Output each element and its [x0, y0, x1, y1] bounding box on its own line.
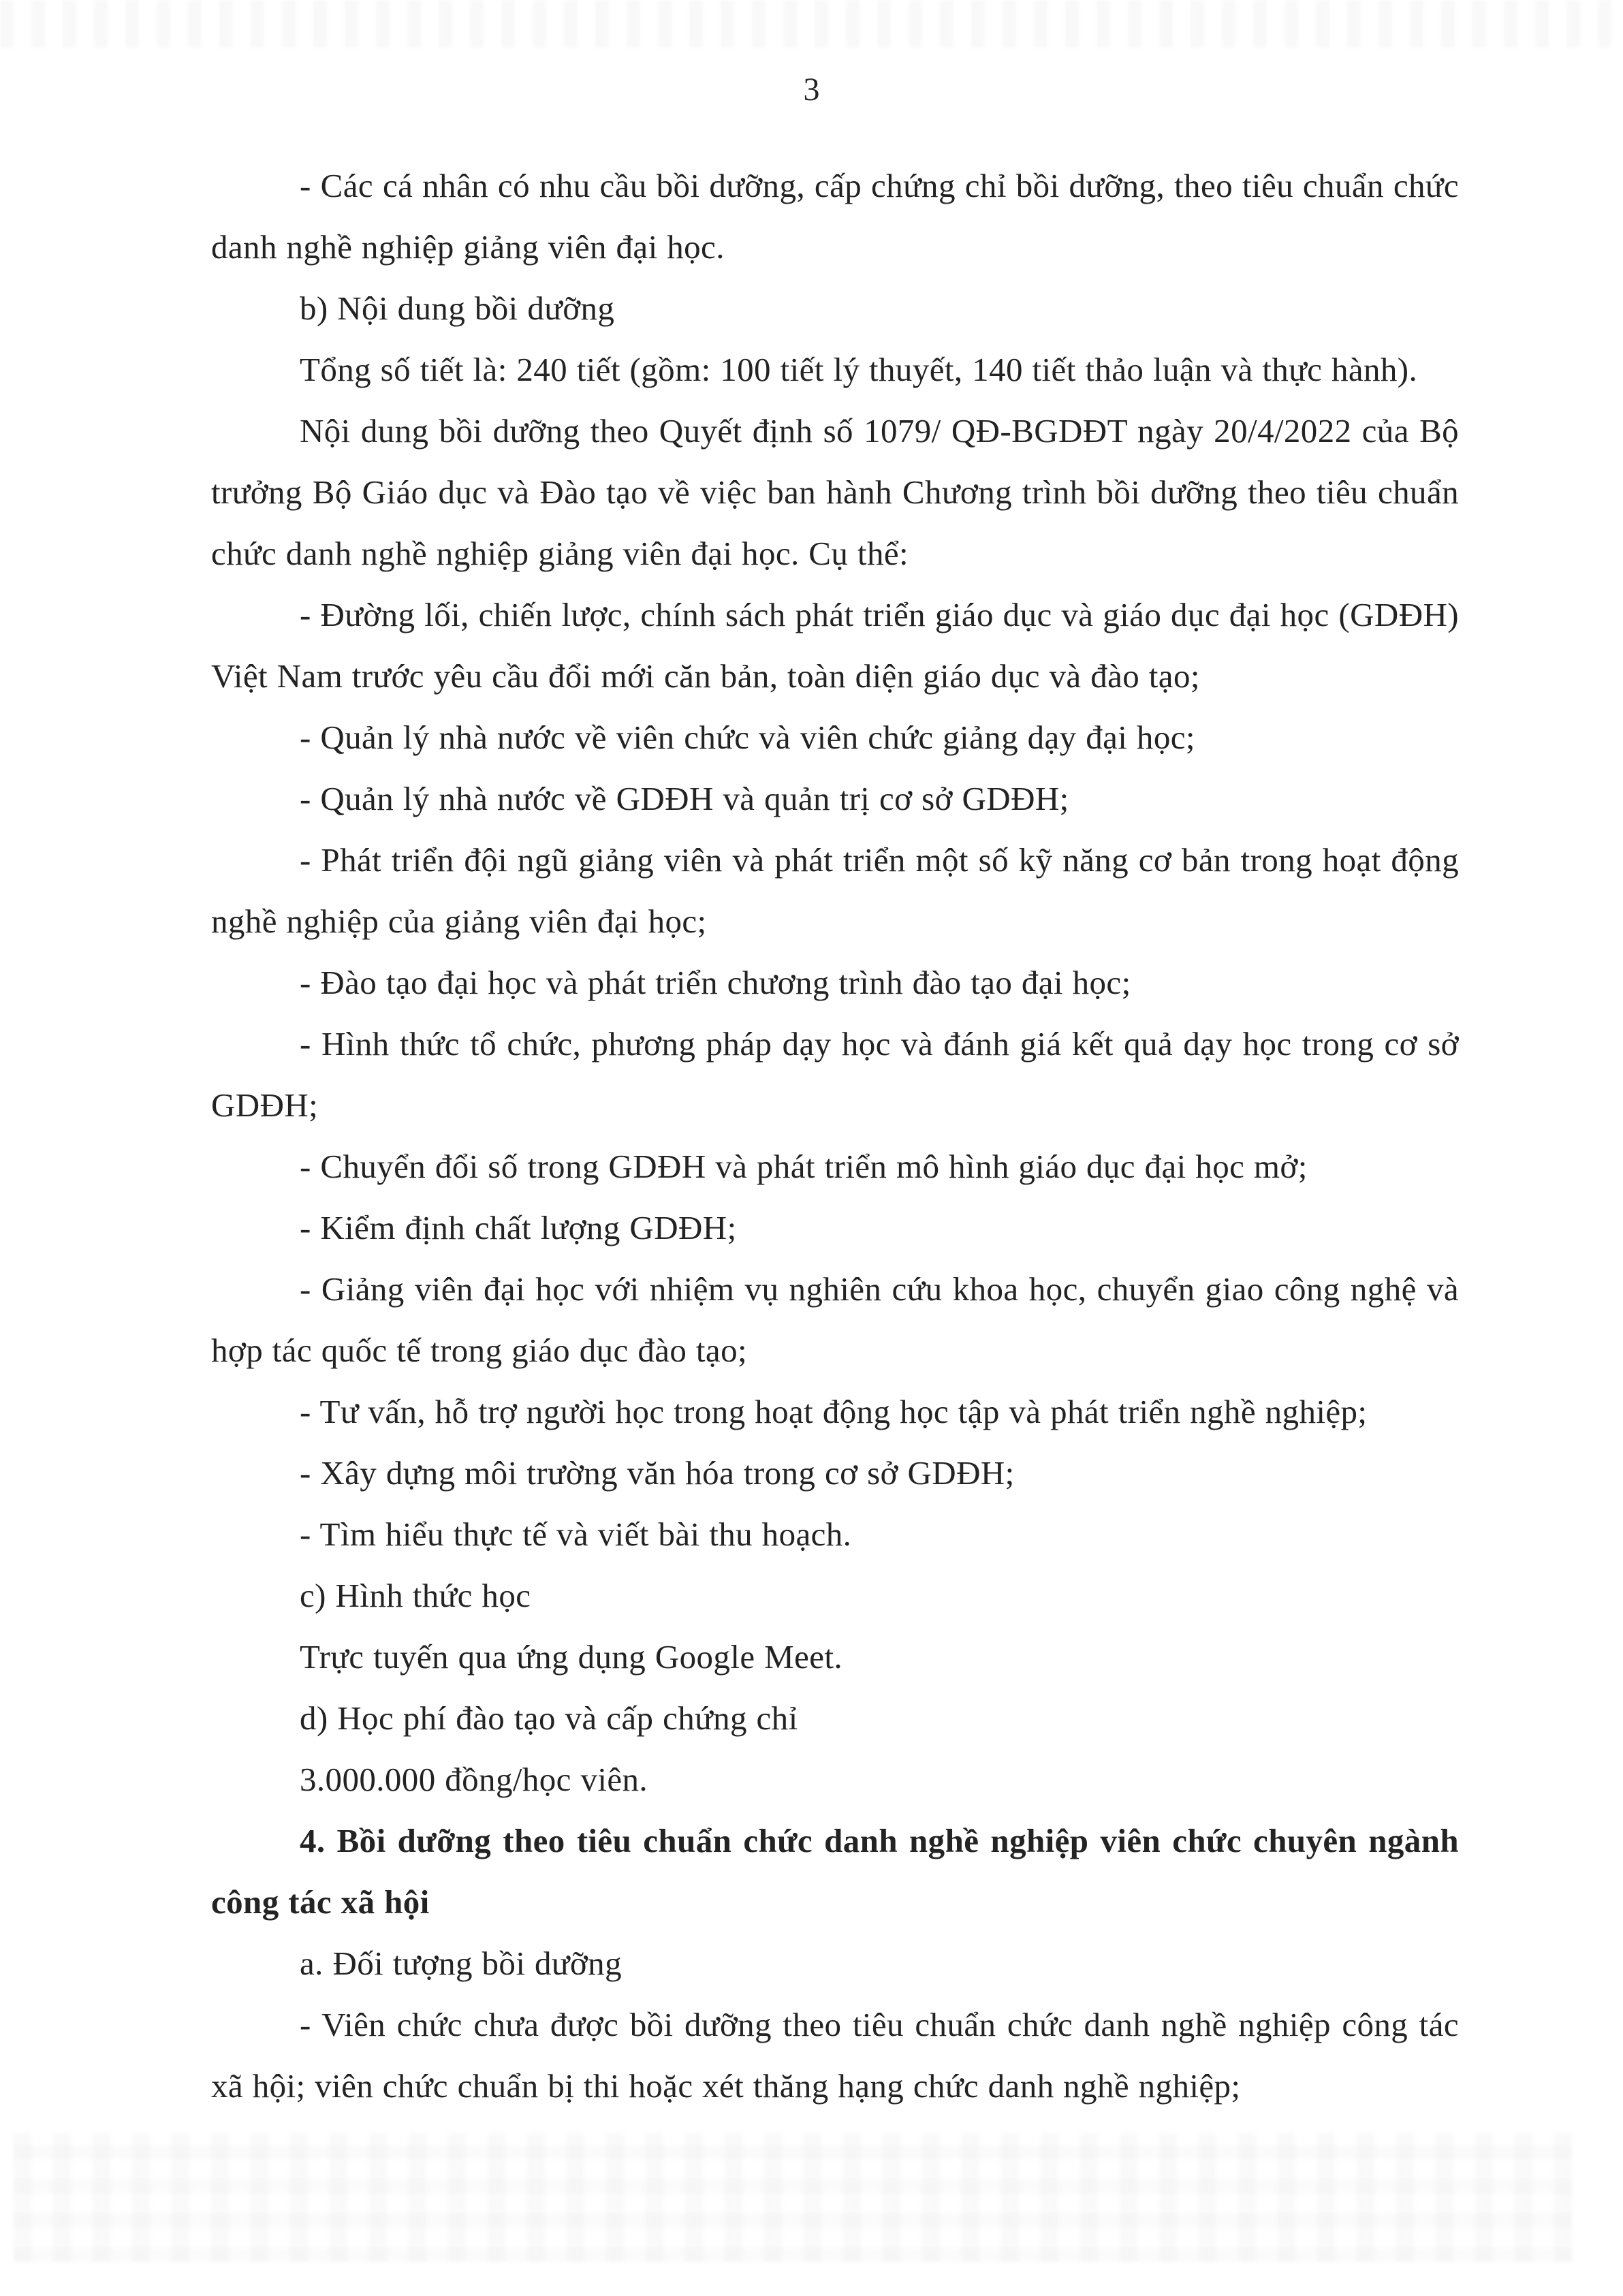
paragraph: - Viên chức chưa được bồi dưỡng theo tiêu chuẩn chức danh nghề nghiệp công tác xã hội; viên chức chuẩn bị thi hoặc xét thăng hạng chức danh nghề nghiệp; [211, 2006, 1459, 2105]
paragraph: - Tư vấn, hỗ trợ người học trong hoạt động học tập và phát triển nghề nghiệp; [300, 1393, 1368, 1430]
paragraph: - Tìm hiểu thực tế và viết bài thu hoạch. [300, 1515, 852, 1553]
paragraph: - Giảng viên đại học với nhiệm vụ nghiên cứu khoa học, chuyển giao công nghệ và hợp tác quốc tế trong giáo dục đào tạo; [211, 1270, 1459, 1369]
paragraph: Trực tuyến qua ứng dụng Google Meet. [300, 1638, 843, 1676]
paragraph: 3.000.000 đồng/học viên. [300, 1761, 648, 1798]
paragraph: - Hình thức tổ chức, phương pháp dạy học và đánh giá kết quả dạy học trong cơ sở GDĐH; [211, 1025, 1459, 1124]
section-heading-paragraph: 4. Bồi dưỡng theo tiêu chuẩn chức danh nghề nghiệp viên chức chuyên ngành công tác xã hội [211, 1822, 1459, 1921]
paragraph: a. Đối tượng bồi dưỡng [300, 1945, 622, 1982]
paragraph: - Đào tạo đại học và phát triển chương trình đào tạo đại học; [300, 964, 1131, 1001]
paragraph: - Chuyển đổi số trong GDĐH và phát triển mô hình giáo dục đại học mở; [300, 1148, 1308, 1185]
paragraph: - Đường lối, chiến lược, chính sách phát triển giáo dục và giáo dục đại học (GDĐH) Việt Nam trước yêu cầu đổi mới căn bản, toàn diện giáo dục và đào tạo; [211, 596, 1459, 695]
paragraph: Nội dung bồi dưỡng theo Quyết định số 1079/ QĐ-BGDĐT ngày 20/4/2022 của Bộ trưởng Bộ Giáo dục và Đào tạo về việc ban hành Chương trình bồi dưỡng theo tiêu chuẩn chức danh nghề nghiệp giảng viên đại học. Cụ thể: [211, 412, 1459, 572]
paragraph: - Xây dựng môi trường văn hóa trong cơ sở GDĐH; [300, 1454, 1015, 1492]
paragraph: c) Hình thức học [300, 1577, 531, 1614]
paragraph: - Phát triển đội ngũ giảng viên và phát triển một số kỹ năng cơ bản trong hoạt động nghề nghiệp của giảng viên đại học; [211, 841, 1459, 940]
page-number: 3 [803, 72, 820, 108]
paragraph: - Kiểm định chất lượng GDĐH; [300, 1209, 737, 1246]
paragraph: - Quản lý nhà nước về viên chức và viên chức giảng dạy đại học; [300, 719, 1195, 756]
paragraph: - Quản lý nhà nước về GDĐH và quản trị cơ sở GDĐH; [300, 780, 1069, 817]
paragraph: Tổng số tiết là: 240 tiết (gồm: 100 tiết lý thuyết, 140 tiết thảo luận và thực hành). [300, 351, 1418, 388]
paragraph: d) Học phí đào tạo và cấp chứng chỉ [300, 1699, 798, 1737]
paragraph: b) Nội dung bồi dưỡng [300, 289, 615, 327]
document-body [211, 155, 1459, 2117]
paragraph: - Các cá nhân có nhu cầu bồi dưỡng, cấp chứng chỉ bồi dưỡng, theo tiêu chuẩn chức danh nghề nghiệp giảng viên đại học. [211, 167, 1459, 266]
scan-bleedthrough-bottom [14, 2133, 1572, 2262]
scan-bleedthrough-top [0, 0, 1623, 48]
